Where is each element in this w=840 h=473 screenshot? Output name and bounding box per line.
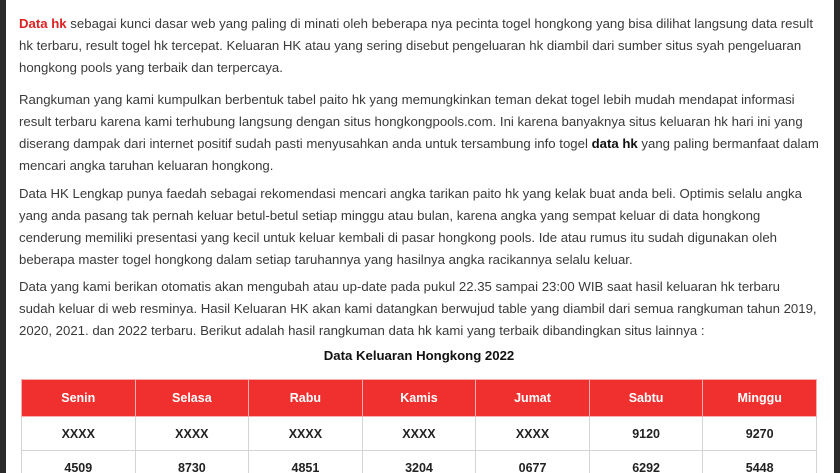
table-caption: Data Keluaran Hongkong 2022: [323, 348, 515, 363]
data-hk-inline-link[interactable]: data hk: [388, 323, 432, 338]
header-senin: Senin: [22, 380, 136, 417]
data-hongkong-link[interactable]: data hongkong: [672, 208, 761, 223]
table-cell: 4509: [22, 451, 136, 473]
paragraph-rangkuman-text: Rangkuman yang kami kumpulkan berbentuk tabel paito hk yang memungkinkan teman dekat togel lebih mudah mendapat informasi result terbaru karena kami terhubung langsung dengan situs hongkongpools.com. Ini karena banyaknya situs keluaran hk hari ini yang diserang dampak dari internet positif sudah pasti menyusahkan anda untuk tersambung info togel: [19, 92, 803, 151]
table-cell: XXXX: [249, 417, 363, 451]
paragraph-lengkap-text: Data HK Lengkap punya faedah sebagai rekomendasi mencari angka tarikan paito hk yang kelak buat anda beli. Optimis selalu angka yang anda pasang tak pernah keluar betul-betul setiap minggu atau bulan, karena angka yang sempat keluar di: [19, 186, 802, 223]
table-cell: XXXX: [22, 417, 136, 451]
table-cell: XXXX: [362, 417, 476, 451]
table-row: [22, 451, 817, 473]
table-cell: 5448: [703, 451, 817, 473]
data-hk-bold: data hk: [591, 136, 638, 151]
paragraph-rangkuman-tail: yang paling bermanfaat dalam mencari angka taruhan keluaran hongkong.: [19, 136, 819, 173]
paragraph-otomatis-text: Data yang kami berikan otomatis akan mengubah atau up-date pada pukul 22.35 sampai 23:00 WIB saat hasil keluaran hk terbaru sudah keluar di web resminya. Hasil Keluaran HK akan kami datangkan berwujud table yang diambil dari semua rangkuman tahun 2019, 2020, 2021. dan 2022 terbaru. Berikut adalah hasil rangkuman: [19, 279, 817, 338]
header-jumat: Jumat: [476, 380, 590, 417]
table-cell: XXXX: [476, 417, 590, 451]
table-cell: 0677: [476, 451, 590, 473]
header-rabu: Rabu: [249, 380, 363, 417]
paragraph-otomatis-tail: kami yang terbaik dibandingkan situs lainnya :: [431, 323, 705, 338]
paragraph-lengkap-tail: cenderung memiliki presentasi yang kecil untuk keluar kembali di pasar hongkong pools. Ide atau rumus itu sudah digunakan oleh beberapa master togel hongkong dalam setiap taruhannya yang hasilnya angka racikannya selalu keluar.: [19, 230, 778, 267]
header-minggu: Minggu: [703, 380, 817, 417]
paragraph-rangkuman: [19, 89, 819, 177]
table-cell: 6292: [589, 451, 703, 473]
header-selasa: Selasa: [135, 380, 249, 417]
table-header-row: [22, 380, 817, 417]
table-cell: 4851: [249, 451, 363, 473]
table-row: [22, 417, 817, 451]
header-kamis: Kamis: [362, 380, 476, 417]
paragraph-otomatis: [19, 276, 819, 342]
table-cell: 8730: [135, 451, 249, 473]
keluaran-table: [21, 379, 817, 473]
table-cell: 9120: [589, 417, 703, 451]
paragraph-lengkap: [19, 183, 819, 271]
paragraph-intro: [19, 13, 819, 79]
table-cell: XXXX: [135, 417, 249, 451]
article-page: [6, 0, 834, 473]
paragraph-intro-text: sebagai kunci dasar web yang paling di minati oleh beberapa nya pecinta togel hongkong yang bisa dilihat langsung data result hk terbaru, result togel hk tercepat. Keluaran HK atau yang sering disebut pengeluaran hk diambil dari sumber situs syah pengeluaran hongkong pools yang terbaik dan terpercaya.: [19, 16, 813, 75]
table-cell: 9270: [703, 417, 817, 451]
table-cell: 3204: [362, 451, 476, 473]
data-hk-link[interactable]: Data hk: [19, 16, 67, 31]
header-sabtu: Sabtu: [589, 380, 703, 417]
